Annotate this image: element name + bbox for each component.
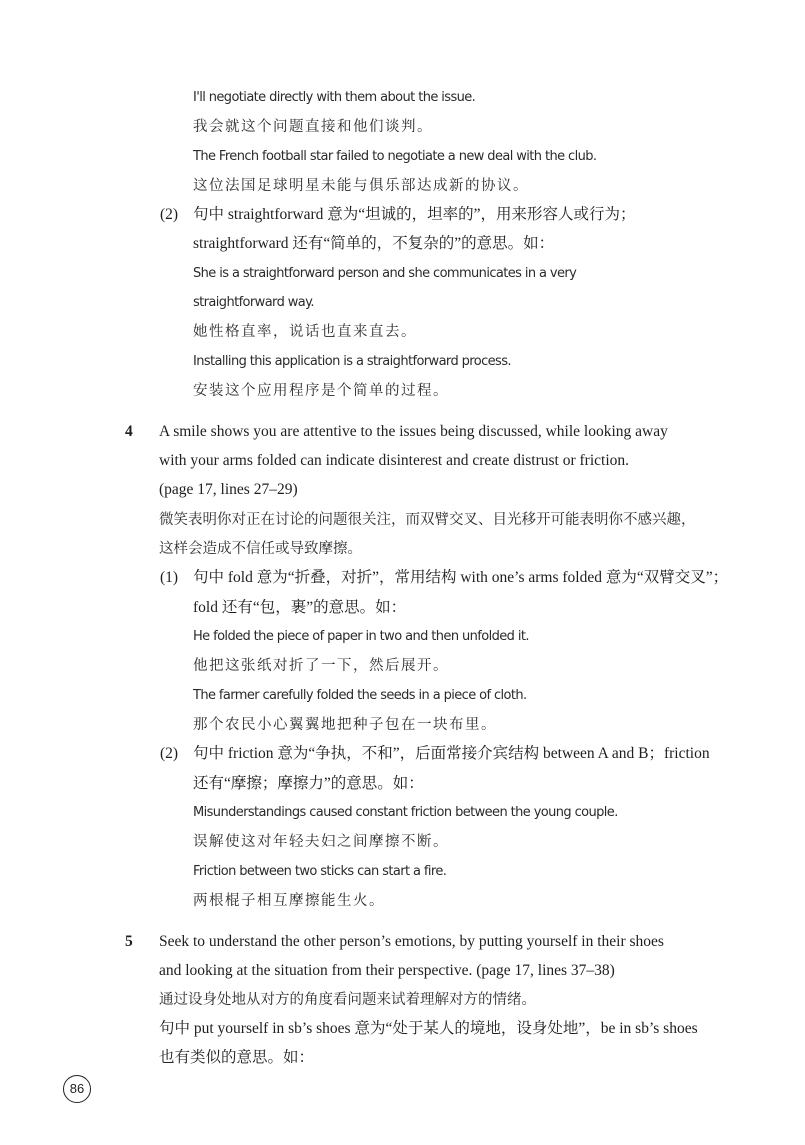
example-sentence: She is a straightforward person and she communicates in a very bbox=[193, 266, 577, 281]
item-label: (2) bbox=[160, 745, 179, 762]
explanation: 也有类似的意思。如： bbox=[159, 1049, 315, 1066]
section-number: 4 bbox=[125, 423, 133, 440]
translation: 误解使这对年轻夫妇之间摩擦不断。 bbox=[193, 834, 449, 850]
quote-sentence: Seek to understand the other person’s emotions, by putting yourself in their shoes bbox=[159, 933, 664, 950]
quote-sentence: and looking at the situation from their perspective. (page 17, lines 37–38) bbox=[159, 962, 615, 979]
translation: 微笑表明你对正在讨论的问题很关注，而双臂交叉、目光移开可能表明你不感兴趣， bbox=[159, 512, 696, 528]
translation: 他把这张纸对折了一下，然后展开。 bbox=[193, 658, 449, 674]
example-sentence: Installing this application is a straightforward process. bbox=[193, 354, 511, 369]
translation: 我会就这个问题直接和他们谈判。 bbox=[193, 119, 433, 135]
translation: 通过设身处地从对方的角度看问题来试着理解对方的情绪。 bbox=[159, 992, 536, 1008]
translation: 这样会造成不信任或导致摩擦。 bbox=[159, 541, 362, 557]
quote-sentence: A smile shows you are attentive to the issues being discussed, while looking away bbox=[159, 423, 668, 440]
example-sentence: The farmer carefully folded the seeds in a piece of cloth. bbox=[193, 688, 527, 703]
explanation: fold 还有“包，裹”的意思。如： bbox=[193, 599, 407, 616]
example-sentence: Misunderstandings caused constant friction between the young couple. bbox=[193, 805, 618, 820]
explanation: 句中 friction 意为“争执，不和”，后面常接介宾结构 between A and B；friction bbox=[193, 745, 710, 762]
translation: 她性格直率，说话也直来直去。 bbox=[193, 324, 417, 340]
page-number: 86 bbox=[63, 1075, 91, 1103]
translation: 两根棍子相互摩擦能生火。 bbox=[193, 893, 385, 909]
translation: 那个农民小心翼翼地把种子包在一块布里。 bbox=[193, 717, 497, 733]
item-label: (1) bbox=[160, 569, 179, 586]
translation: 安装这个应用程序是个简单的过程。 bbox=[193, 383, 449, 399]
page-reference: (page 17, lines 27–29) bbox=[159, 481, 298, 498]
example-sentence: straightforward way. bbox=[193, 295, 314, 310]
example-sentence: Friction between two sticks can start a fire. bbox=[193, 864, 447, 879]
item-label: (2) bbox=[160, 206, 179, 223]
example-sentence: The French football star failed to negotiate a new deal with the club. bbox=[193, 149, 597, 164]
explanation: straightforward 还有“简单的，不复杂的”的意思。如： bbox=[193, 235, 555, 252]
example-sentence: I'll negotiate directly with them about the issue. bbox=[193, 90, 476, 105]
section-number: 5 bbox=[125, 933, 133, 950]
explanation: 句中 straightforward 意为“坦诚的，坦率的”，用来形容人或行为； bbox=[193, 206, 636, 223]
translation: 这位法国足球明星未能与俱乐部达成新的协议。 bbox=[193, 178, 529, 194]
explanation: 还有“摩擦；摩擦力”的意思。如： bbox=[193, 775, 424, 792]
explanation: 句中 fold 意为“折叠，对折”，常用结构 with one’s arms folded 意为“双臂交叉”； bbox=[193, 569, 729, 586]
explanation: 句中 put yourself in sb’s shoes 意为“处于某人的境地，设身处地”，be in sb’s shoes bbox=[159, 1020, 698, 1037]
quote-sentence: with your arms folded can indicate disinterest and create distrust or friction. bbox=[159, 452, 630, 469]
example-sentence: He folded the piece of paper in two and then unfolded it. bbox=[193, 629, 529, 644]
